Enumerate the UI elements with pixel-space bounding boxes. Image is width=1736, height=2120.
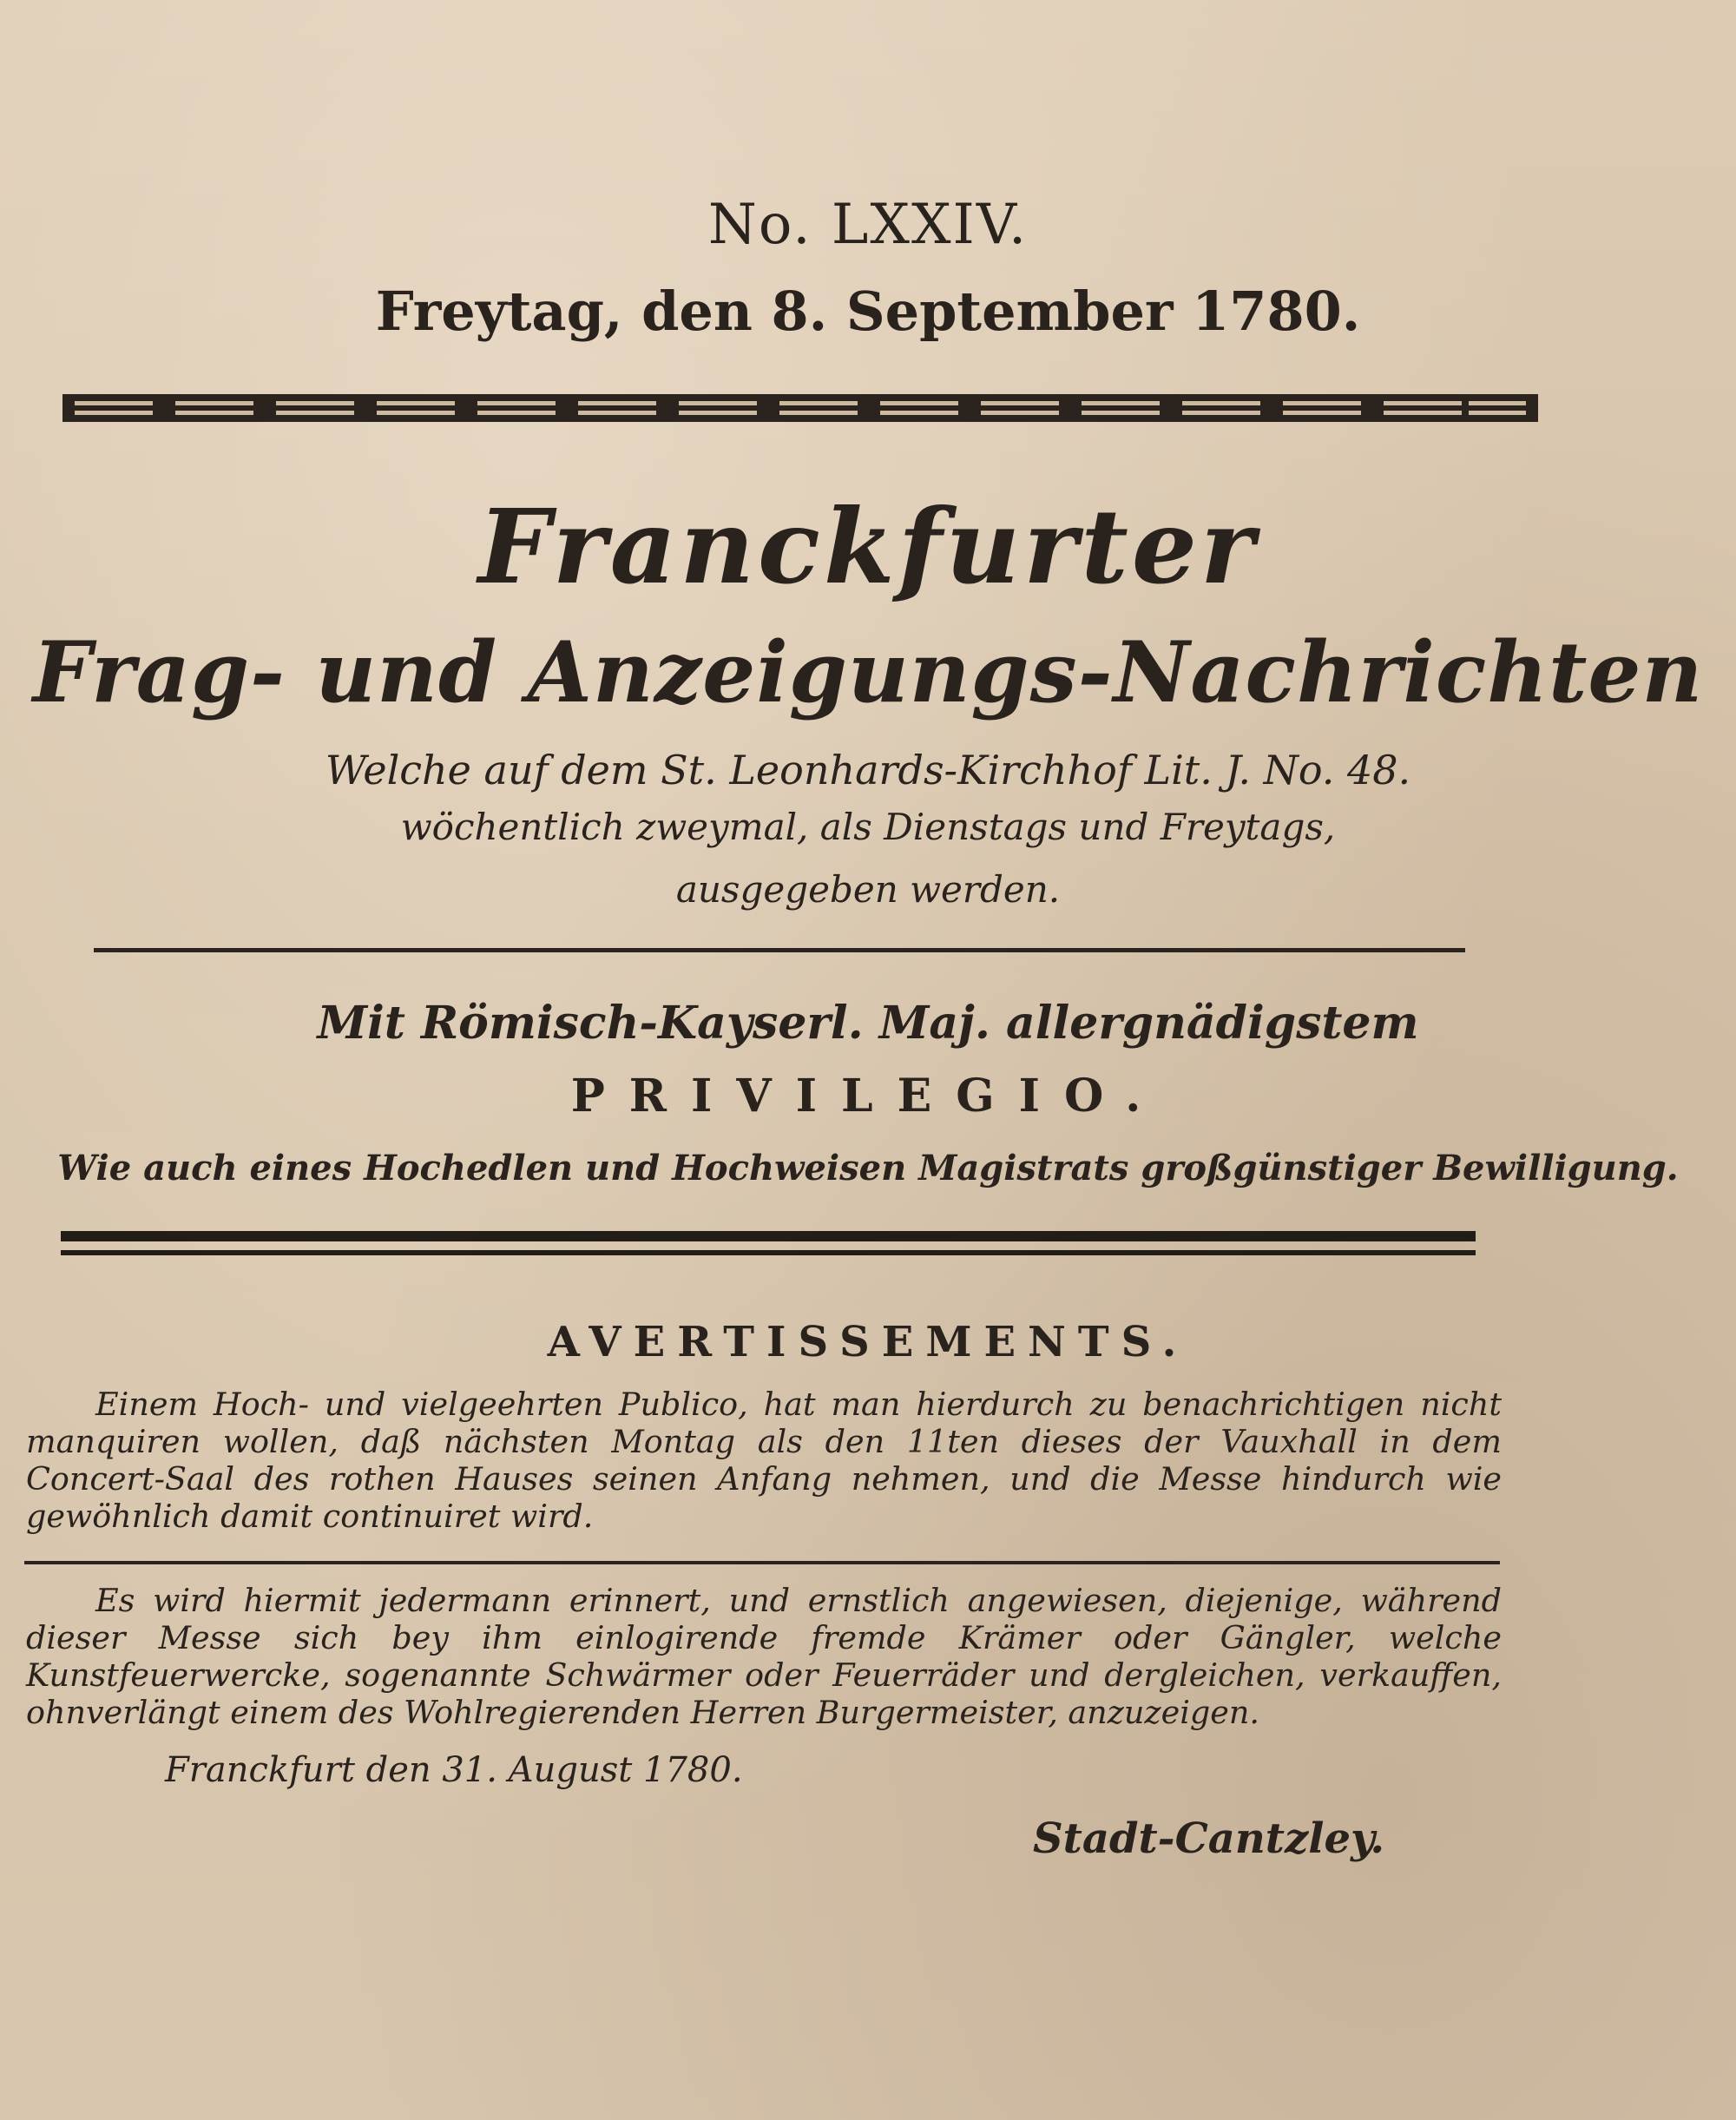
ornamental-border (62, 389, 1538, 427)
masthead-subtitle-title: Frag- und Anzeigungs-Nachrichten (32, 623, 1704, 721)
thick-divider-top (61, 1231, 1476, 1241)
masthead-title: Franckfurter (477, 486, 1259, 607)
magistrate-approval: Wie auch eines Hochedlen und Hochweisen Magistrats großgünstiger Bewilligung. (57, 1148, 1679, 1188)
divider-rule-2 (24, 1561, 1500, 1564)
advertisement-text: Einem Hoch- und vielgeehrten Publico, hat man hierdurch zu benachrichtigen nicht manquiren wollen, daß nächsten Montag als den 11ten dieses der Vauxhall in dem Concert-Saal des rothen Hauses seinen Anfang nehmen, und die Messe hindurch wie gewöhnlich damit continuiret wird. (26, 1386, 1502, 1535)
notice-text: Es wird hiermit jedermann erinnert, und ernstlich angewiesen, diejenige, während dieser Messe sich bey ihm einlogirende fremde Krämer oder Gängler, welche Kunstfeuerwercke, sogenannte Schwärmer oder Feuerräder und dergleichen, verkauffen, ohnverlängt einem des Wohlregierenden Herren Burgermeister, anzuzeigen. (26, 1582, 1502, 1731)
privilege-heading: PRIVILEGIO. (570, 1070, 1166, 1123)
advertisement-paragraph (26, 1386, 1502, 1535)
divider-rule (94, 948, 1465, 952)
signature: Stadt-Cantzley. (1033, 1814, 1385, 1863)
issue-number: No. LXXIV. (707, 193, 1029, 257)
privilege-line: Mit Römisch-Kayserl. Maj. allergnädigstem (317, 997, 1419, 1050)
publication-note: ausgegeben werden. (675, 868, 1061, 911)
issue-date: Freytag, den 8. September 1780. (375, 280, 1361, 343)
section-heading: AVERTISSEMENTS. (547, 1318, 1189, 1366)
publication-schedule: wöchentlich zweymal, als Dienstags und Freytags, (400, 806, 1336, 848)
thick-divider-bottom (61, 1250, 1476, 1255)
notice-paragraph (26, 1582, 1502, 1731)
publisher-address: Welche auf dem St. Leonhards-Kirchhof Lit. J. No. 48. (325, 747, 1411, 793)
dateline: Franckfurt den 31. August 1780. (165, 1750, 743, 1790)
